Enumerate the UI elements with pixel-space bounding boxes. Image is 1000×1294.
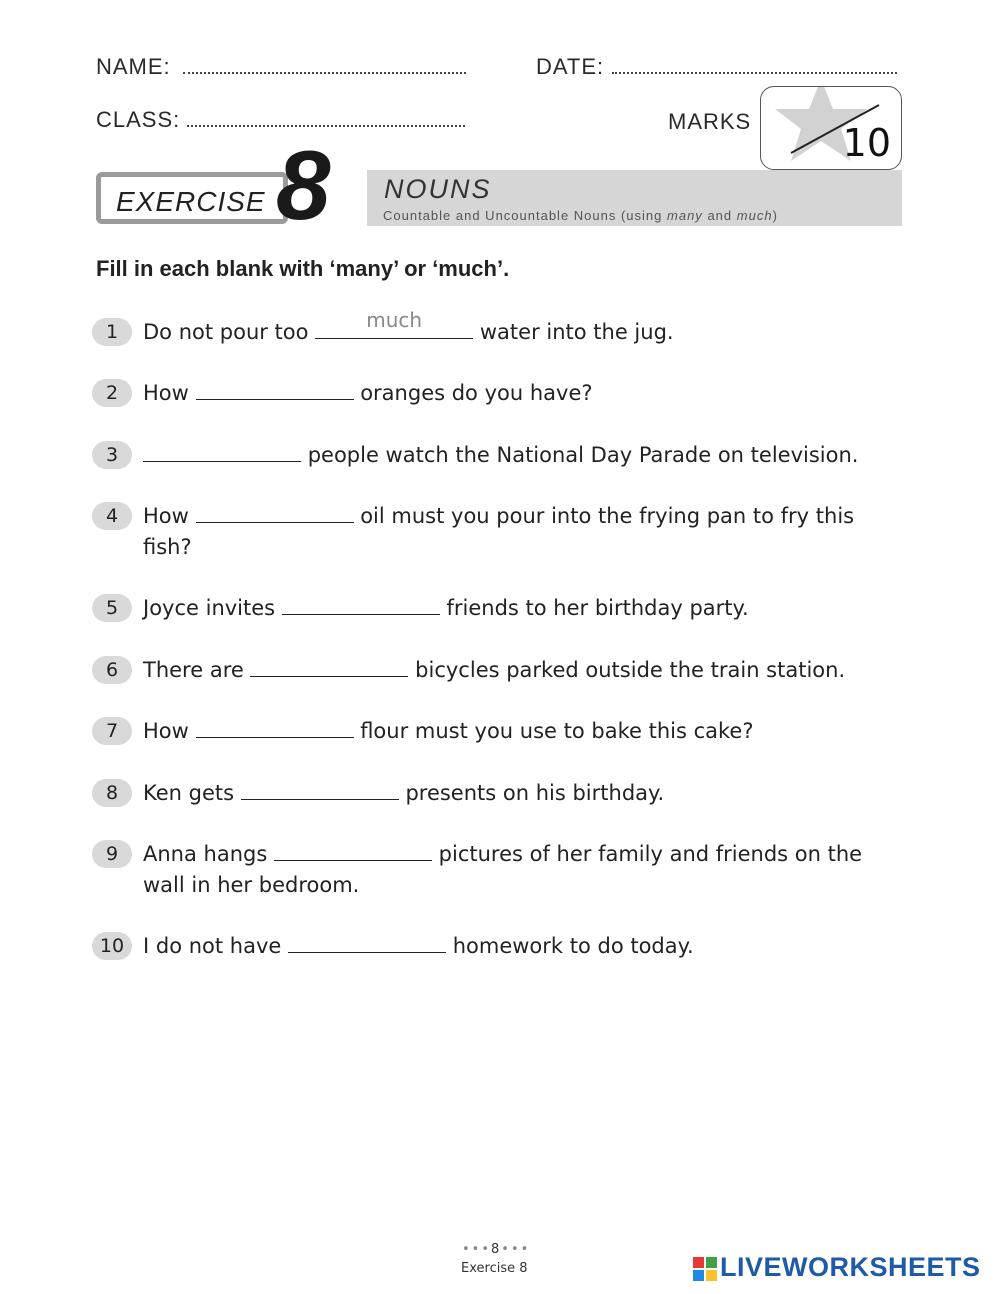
question-text: How oranges do you have? — [143, 381, 593, 405]
answer-blank[interactable] — [196, 380, 354, 400]
question-text: There are bicycles parked outside the train station. — [143, 658, 846, 682]
date-label: DATE: — [536, 54, 605, 79]
question-number: 9 — [92, 840, 132, 868]
marks-box — [760, 86, 902, 170]
question-number: 5 — [92, 594, 132, 622]
exercise-label: EXERCISE — [116, 186, 266, 217]
date-field[interactable] — [612, 72, 897, 74]
brand-name[interactable]: LIVEWORKSHEETS — [720, 1252, 981, 1282]
name-field[interactable] — [183, 72, 466, 74]
question-text: Joyce invites friends to her birthday party. — [143, 596, 749, 620]
question-number: 6 — [92, 656, 132, 684]
answer-blank[interactable] — [315, 308, 473, 339]
answer-text: much — [366, 308, 423, 332]
page-number: •••8••• — [462, 1242, 531, 1257]
question-number: 10 — [92, 932, 132, 960]
question-text: How flour must you use to bake this cake? — [143, 719, 754, 743]
liveworksheets-logo-icon — [692, 1256, 718, 1282]
answer-blank[interactable] — [241, 780, 399, 800]
question-text: Do not pour too much water into the jug. — [143, 317, 907, 348]
question-text: I do not have homework to do today. — [143, 934, 694, 958]
question-number: 7 — [92, 717, 132, 745]
footer-caption: Exercise 8 — [461, 1261, 528, 1276]
answer-blank[interactable] — [196, 503, 354, 523]
answer-blank[interactable] — [143, 442, 301, 462]
question-text: Ken gets presents on his birthday. — [143, 781, 665, 805]
instruction: Fill in each blank with ‘many’ or ‘much’. — [96, 256, 510, 281]
question-number: 4 — [92, 502, 132, 530]
question-number: 8 — [92, 779, 132, 807]
question-number: 2 — [92, 379, 132, 407]
answer-blank[interactable] — [274, 841, 432, 861]
answer-blank[interactable] — [250, 657, 408, 677]
topic-title: NOUNS — [384, 174, 492, 204]
answer-blank[interactable] — [282, 595, 440, 615]
topic-subtitle: Countable and Uncountable Nouns (using many and much) — [383, 208, 778, 223]
answer-blank[interactable] — [196, 718, 354, 738]
marks-total: 10 — [842, 121, 891, 165]
answer-blank[interactable] — [288, 933, 446, 953]
question-number: 1 — [92, 318, 132, 346]
question-text: How oil must you pour into the frying pan to fry this fish? — [143, 504, 855, 559]
name-label: NAME: — [96, 54, 171, 79]
class-label: CLASS: — [96, 107, 181, 132]
question-text: people watch the National Day Parade on television. — [143, 440, 907, 471]
class-field[interactable] — [187, 125, 465, 127]
exercise-number: 8 — [276, 130, 331, 240]
marks-label: MARKS — [668, 109, 752, 134]
question-text: Anna hangs pictures of her family and friends on the wall in her bedroom. — [143, 842, 863, 897]
question-number: 3 — [92, 441, 132, 469]
